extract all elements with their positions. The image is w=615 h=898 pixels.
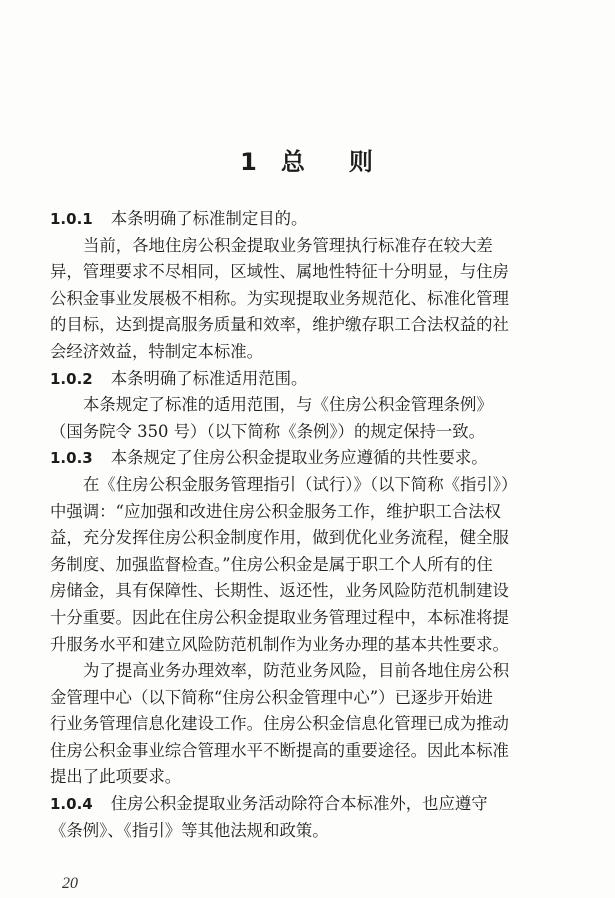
line-text: 房储金，具有保障性、长期性、返还性，业务风险防范机制建设 [50,581,509,601]
line-text: 当前，各地住房公积金提取业务管理执行标准存在较大差 [83,235,493,255]
text-line [50,578,570,605]
line-text: 益，充分发挥住房公积金制度作用，做到优化业务流程，健全服 [50,528,509,548]
line-text: 升服务水平和建立风险防范机制作为业务办理的基本共性要求。 [50,634,509,654]
section-number: 1.0.3 [50,449,93,468]
section-line [50,366,570,393]
text-line [50,764,570,791]
text-line [50,472,570,499]
text-line [50,711,570,738]
section-line [50,445,570,472]
chapter-title-char-2: 则 [348,148,375,176]
line-text: 本条规定了标准的适用范围，与《住房公积金管理条例》 [83,395,493,415]
text-line [50,658,570,685]
text-line [50,339,570,366]
text-line [50,392,570,419]
line-text: 行业务管理信息化建设工作。住房公积金信息化管理已成为推动 [50,714,509,734]
text-line [50,499,570,526]
line-text: 住房公积金事业综合管理水平不断提高的重要途径。因此本标准 [50,740,509,760]
line-text: 务制度、加强监督检查。”住房公积金是属于职工个人所有的住 [50,554,493,574]
line-text: 本条明确了标准适用范围。 [110,368,308,388]
section-number: 1.0.4 [50,795,93,814]
body-text [50,206,570,844]
chapter-title-char-1: 总 [280,148,307,176]
text-line [50,419,570,446]
text-line [50,259,570,286]
chapter-title [0,142,615,177]
section-line [50,791,570,818]
text-line [50,552,570,579]
line-text: 十分重要。因此在住房公积金提取业务管理过程中，本标准将提 [50,607,509,627]
line-text: 提出了此项要求。 [50,767,182,787]
line-text: 异，管理要求不尽相同，区域性、属地性特征十分明显，与住房 [50,262,509,282]
line-text: （国务院令 350 号）（以下简称《条例》）的规定保持一致。 [50,421,486,441]
line-text: 公积金事业发展极不相称。为实现提取业务规范化、标准化管理 [50,288,509,308]
text-line [50,312,570,339]
line-text: 金管理中心（以下简称“住房公积金管理中心”）已逐步开始进 [50,687,493,707]
line-text: 为了提高业务办理效率，防范业务风险，目前各地住房公积 [83,661,510,681]
section-number: 1.0.1 [50,210,93,228]
line-text: 《条例》、《指引》等其他法规和政策。 [50,820,329,840]
text-line [50,632,570,659]
line-text: 会经济效益，特制定本标准。 [50,341,264,361]
section-line [50,206,570,233]
text-line [50,818,570,845]
page-number: 20 [62,875,78,892]
line-text: 本条明确了标准制定目的。 [110,209,308,228]
text-line [50,685,570,712]
text-line [50,233,570,260]
text-line [50,738,570,765]
line-text: 在《住房公积金服务管理指引（试行）》（以下简称《指引》） [83,474,518,494]
section-number: 1.0.2 [50,369,93,388]
line-text: 的目标，达到提高服务质量和效率，维护缴存职工合法权益的社 [50,315,509,335]
text-line [50,525,570,552]
text-line [50,605,570,632]
line-text: 中强调：“应加强和改进住房公积金服务工作，维护职工合法权 [50,501,501,521]
line-text: 本条规定了住房公积金提取业务应遵循的共性要求。 [110,448,488,468]
text-line [50,286,570,313]
chapter-number: 1 [240,148,259,176]
line-text: 住房公积金提取业务活动除符合本标准外，也应遵守 [110,794,488,814]
